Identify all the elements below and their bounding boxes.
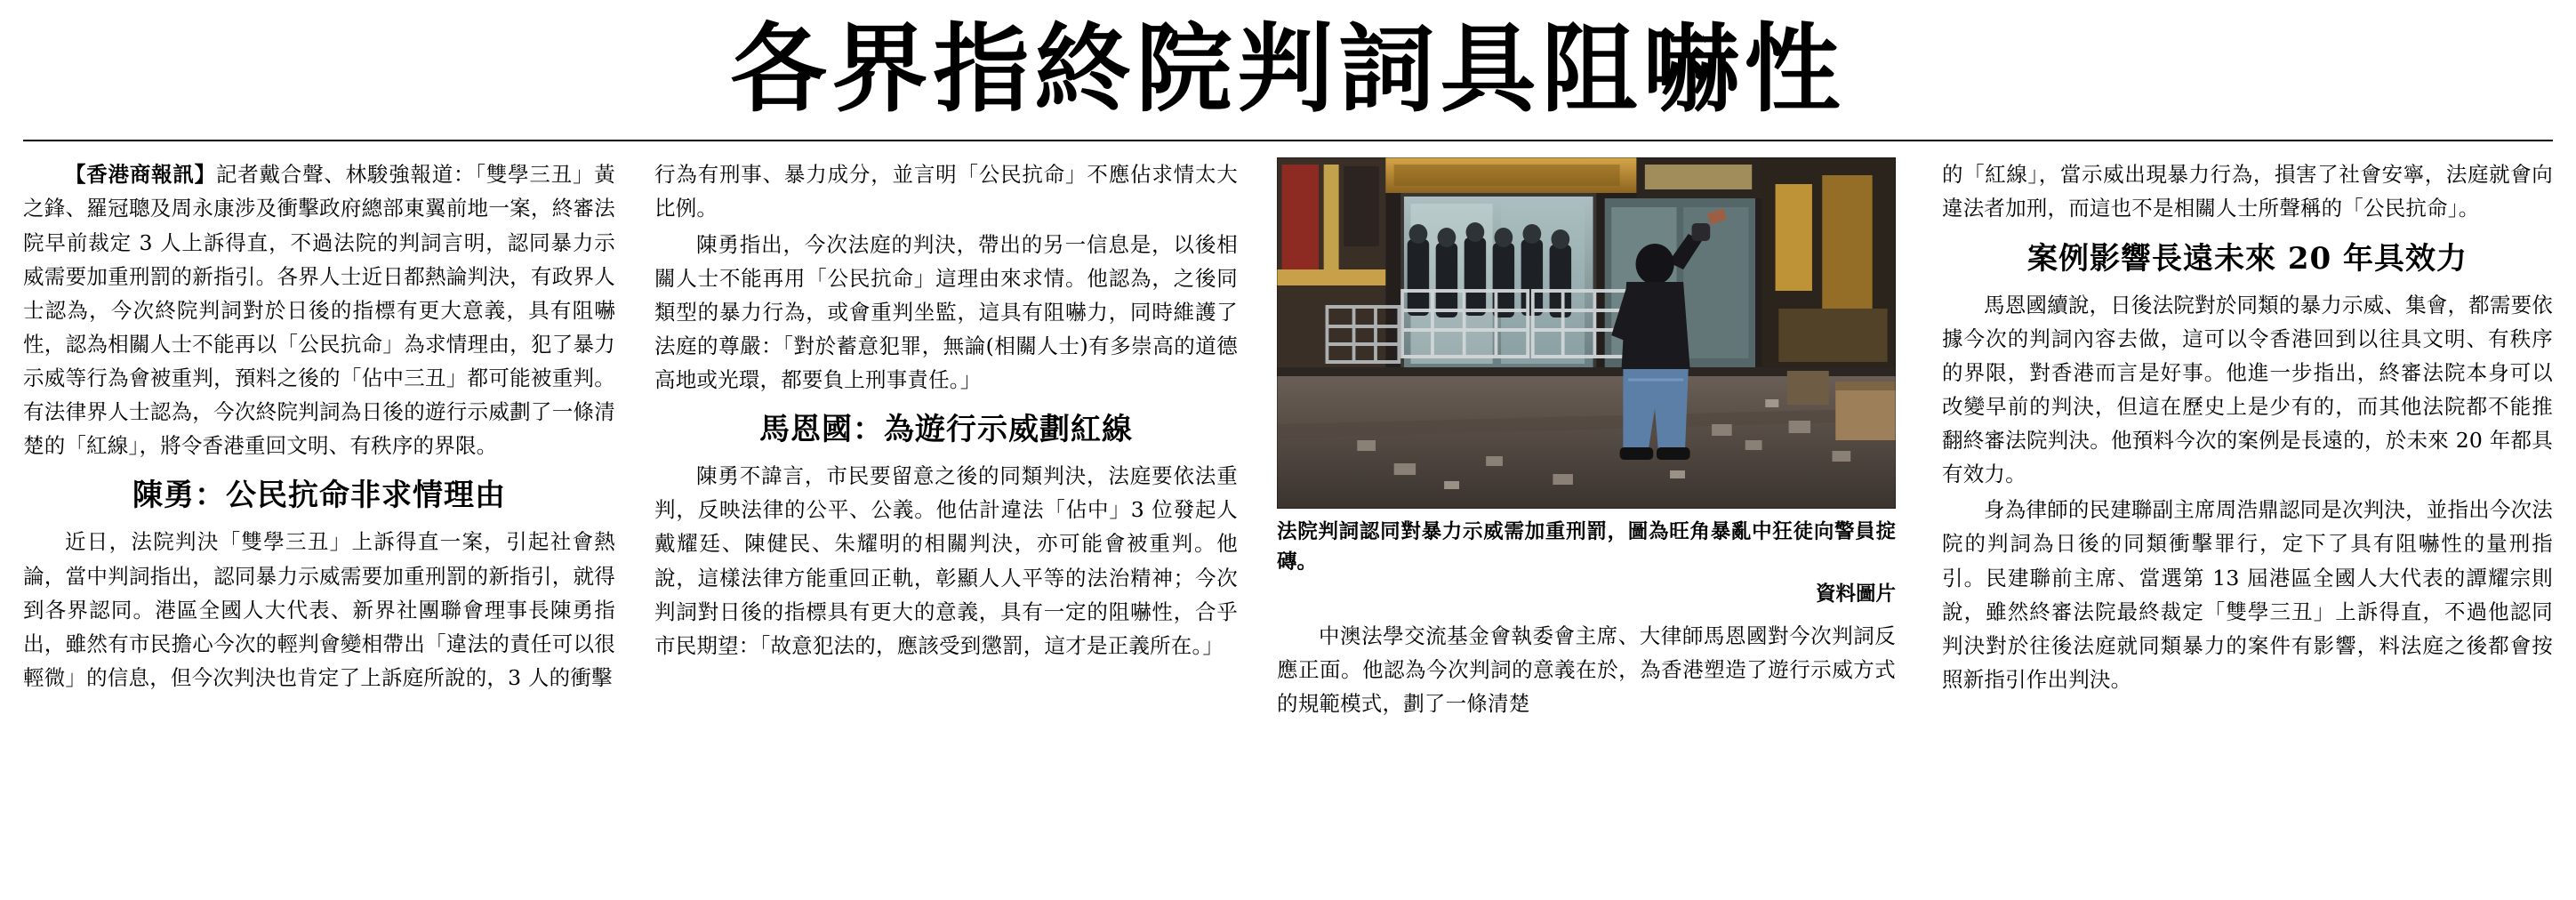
paragraph: 近日，法院判決「雙學三丑」上訴得直一案，引起社會熱論，當中判詞指出，認同暴力示威需要加重刑罰的新指引，就得到各界認同。港區全國人大代表、新界社團聯會理事長陳勇指出，雖然有市民擔心今次的輕判會變相帶出「違法的責任可以很輕微」的信息，但今次判決也肯定了上訴庭所說的，3 人的衝擊 <box>23 529 615 690</box>
subheading-chan-yung: 陳勇：公民抗命非求情理由 <box>132 477 506 513</box>
page-headline: 各界指終院判詞具阻嚇性 <box>730 13 1846 125</box>
paragraph: 陳勇不諱言，市民要留意之後的同類判決，法庭要依法重判，反映法律的公平、公義。他估計違法「佔中」3 位發起人戴耀廷、陳健民、朱耀明的相關判決，亦可能會被重判。他說，這樣法律方能重回正軌，彰顯人人平等的法治精神；今次判詞對日後的指標具有更大的意義，具有一定的阻嚇性，合乎市民期望：「故意犯法的，應該受到懲罰，這才是正義所在。」 <box>654 463 1238 658</box>
column-3 <box>1268 157 1926 722</box>
paragraph: 陳勇指出，今次法庭的判決，帶出的另一信息是，以後相關人士不能再用「公民抗命」這理由來求情。他認為，之後同類型的暴力行為，或會重判坐監，這具有阻嚇力，同時維護了法庭的尊嚴：「對於蓄意犯罪，無論(相關人士)有多崇高的道德高地或光環，都要負上刑事責任。」 <box>654 231 1238 392</box>
subheading-ma-yan-kwok: 馬恩國：為遊行示威劃紅線 <box>759 411 1133 447</box>
paragraph: 中澳法學交流基金會執委會主席、大律師馬恩國對今次判詞反應正面。他認為今次判詞的意義在於，為香港塑造了遊行示威方式的規範模式，劃了一條清楚 <box>1277 623 1896 717</box>
column-1 <box>23 157 646 695</box>
riot-photo-image <box>1277 157 1896 509</box>
column-4 <box>1926 157 2553 697</box>
lead-paragraph <box>23 157 615 462</box>
paragraph: 馬恩國續說，日後法院對於同類的暴力示威、集會，都需要依據今次的判詞內容去做，這可以令香港回到以往具文明、有秩序的界限，對香港而言是好事。他進一步指出，終審法院本身可以改變早前的判決，但這在歷史上是少有的，而其他法院都不能推翻終審法院判決。他預料今次的案例是長遠的，於未來 20 年都具有效力。 <box>1942 293 2553 487</box>
newspaper-page <box>0 13 2576 900</box>
paragraph: 的「紅線」，當示威出現暴力行為，損害了社會安寧，法庭就會向違法者加刑，而這也不是相關人士所聲稱的「公民抗命」。 <box>1942 162 2553 221</box>
lead-paragraph-text: 記者戴合聲、林駿強報道：「雙學三丑」黃之鋒、羅冠聰及周永康涉及衝擊政府總部東翼前地一案，終審法院早前裁定 3 人上訴得直，不過法院的判詞言明，認同暴力示威需要加重刑罰的新指引。各界人士近日都熱論判決，有政界人士認為，今次終院判詞對於日後的指標有更大意義，具有阻嚇性，認為相關人士不能再以「公民抗命」為求情理由，犯了暴力示威等行為會被重判，預料之後的「佔中三丑」都可能被重判。有法律界人士認為，今次終院判詞為日後的遊行示威劃了一條清楚的「紅線」，將令香港重回文明、有秩序的界限。 <box>23 162 615 458</box>
column-2 <box>646 157 1268 663</box>
article-columns <box>23 141 2553 722</box>
dateline-label: 【香港商報訊】 <box>65 162 216 188</box>
paragraph: 行為有刑事、暴力成分，並言明「公民抗命」不應佔求情太大比例。 <box>654 162 1238 221</box>
photo-block <box>1277 157 1896 607</box>
subheading-case-impact: 案例影響長遠未來 20 年具效力 <box>2027 240 2468 277</box>
photo-caption: 法院判詞認同對暴力示威需加重刑罰，圖為旺角暴亂中狂徒向警員掟磚。 <box>1277 520 1896 575</box>
paragraph: 身為律師的民建聯副主席周浩鼎認同是次判決，並指出今次法院的判詞為日後的同類衝擊罪行，定下了具有阻嚇性的量刑指引。民建聯前主席、當選第 13 屆港區全國人大代表的譚耀宗則說，雖然終審法院最終裁定「雙學三丑」上訴得直，不過他認同判決對於往後法庭就同類暴力的案件有影響，料法庭之後都會按照新指引作出判決。 <box>1942 497 2553 692</box>
riot-photo <box>1277 157 1896 509</box>
photo-credit: 資料圖片 <box>1815 582 1896 606</box>
